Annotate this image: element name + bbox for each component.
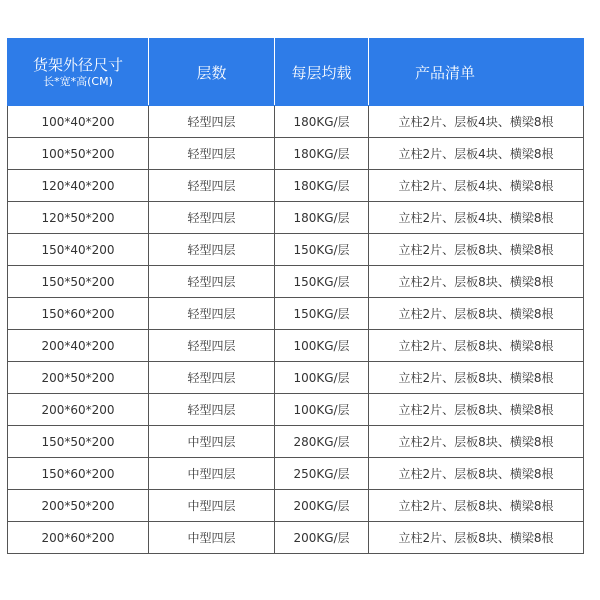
cell-size: 100*40*200 [8, 106, 149, 138]
table-row [8, 490, 584, 522]
table-row [8, 330, 584, 362]
cell-load: 180KG/层 [275, 170, 369, 202]
cell-load: 280KG/层 [275, 426, 369, 458]
cell-products: 立柱2片、层板8块、横梁8根 [369, 362, 584, 394]
cell-load: 180KG/层 [275, 106, 369, 138]
cell-products: 立柱2片、层板4块、横梁8根 [369, 138, 584, 170]
cell-size: 120*40*200 [8, 170, 149, 202]
header-size-title: 货架外径尺寸 [32, 55, 123, 74]
cell-size: 200*40*200 [8, 330, 149, 362]
table-row [8, 362, 584, 394]
table-row [8, 426, 584, 458]
cell-load: 200KG/层 [275, 522, 369, 554]
cell-load: 150KG/层 [275, 234, 369, 266]
cell-products: 立柱2片、层板8块、横梁8根 [369, 266, 584, 298]
cell-layers: 轻型四层 [149, 298, 275, 330]
table-row [8, 202, 584, 234]
cell-load: 150KG/层 [275, 266, 369, 298]
cell-products: 立柱2片、层板8块、横梁8根 [369, 490, 584, 522]
cell-load: 150KG/层 [275, 298, 369, 330]
table-row [8, 522, 584, 554]
cell-size: 200*60*200 [8, 522, 149, 554]
cell-size: 100*50*200 [8, 138, 149, 170]
cell-layers: 中型四层 [149, 426, 275, 458]
cell-size: 150*50*200 [8, 266, 149, 298]
table-row [8, 394, 584, 426]
cell-load: 180KG/层 [275, 202, 369, 234]
cell-products: 立柱2片、层板8块、横梁8根 [369, 426, 584, 458]
cell-products: 立柱2片、层板8块、横梁8根 [369, 330, 584, 362]
header-layers: 层数 [149, 39, 275, 106]
table-row [8, 170, 584, 202]
cell-size: 120*50*200 [8, 202, 149, 234]
table-row [8, 298, 584, 330]
header-size [8, 39, 149, 106]
cell-size: 150*40*200 [8, 234, 149, 266]
cell-size: 200*50*200 [8, 362, 149, 394]
cell-layers: 轻型四层 [149, 330, 275, 362]
cell-products: 立柱2片、层板4块、横梁8根 [369, 170, 584, 202]
header-size-units: 长*宽*高(CM) [43, 74, 113, 88]
cell-layers: 中型四层 [149, 458, 275, 490]
cell-products: 立柱2片、层板8块、横梁8根 [369, 298, 584, 330]
cell-size: 200*50*200 [8, 490, 149, 522]
cell-layers: 轻型四层 [149, 138, 275, 170]
cell-layers: 轻型四层 [149, 362, 275, 394]
cell-products: 立柱2片、层板4块、横梁8根 [369, 106, 584, 138]
cell-layers: 中型四层 [149, 490, 275, 522]
cell-products: 立柱2片、层板8块、横梁8根 [369, 522, 584, 554]
table-row [8, 458, 584, 490]
cell-layers: 轻型四层 [149, 394, 275, 426]
spec-table [7, 38, 584, 554]
cell-size: 150*50*200 [8, 426, 149, 458]
cell-layers: 轻型四层 [149, 234, 275, 266]
cell-load: 200KG/层 [275, 490, 369, 522]
cell-size: 200*60*200 [8, 394, 149, 426]
cell-load: 100KG/层 [275, 362, 369, 394]
table-row [8, 106, 584, 138]
header-products: 产品清单 [369, 39, 584, 106]
table-row [8, 266, 584, 298]
header-load: 每层均载 [275, 39, 369, 106]
cell-layers: 轻型四层 [149, 106, 275, 138]
cell-layers: 轻型四层 [149, 266, 275, 298]
cell-load: 100KG/层 [275, 330, 369, 362]
header-row [8, 39, 584, 106]
cell-load: 100KG/层 [275, 394, 369, 426]
cell-products: 立柱2片、层板8块、横梁8根 [369, 458, 584, 490]
table-header [8, 39, 584, 106]
cell-layers: 轻型四层 [149, 202, 275, 234]
cell-products: 立柱2片、层板4块、横梁8根 [369, 202, 584, 234]
cell-load: 250KG/层 [275, 458, 369, 490]
table-body [8, 106, 584, 554]
cell-layers: 中型四层 [149, 522, 275, 554]
cell-load: 180KG/层 [275, 138, 369, 170]
cell-products: 立柱2片、层板8块、横梁8根 [369, 234, 584, 266]
cell-size: 150*60*200 [8, 298, 149, 330]
table-row [8, 234, 584, 266]
cell-products: 立柱2片、层板8块、横梁8根 [369, 394, 584, 426]
cell-layers: 轻型四层 [149, 170, 275, 202]
table-row [8, 138, 584, 170]
cell-size: 150*60*200 [8, 458, 149, 490]
